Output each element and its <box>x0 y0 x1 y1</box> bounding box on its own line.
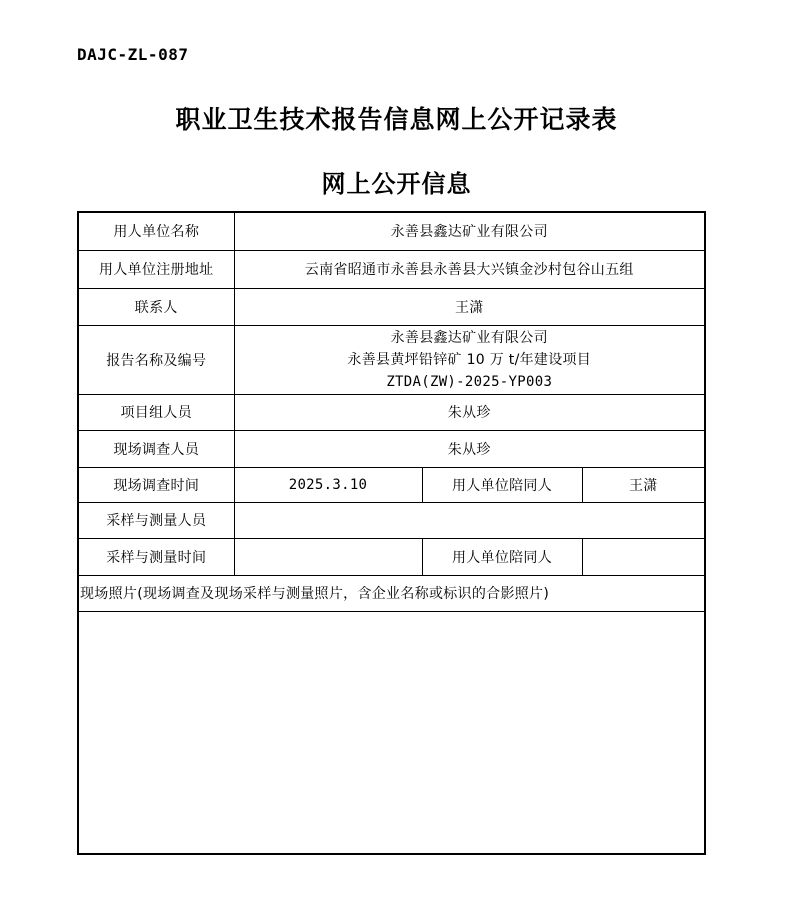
sampling-companion-value <box>582 538 705 575</box>
table-row-photo-area <box>78 611 705 854</box>
unit-address-label: 用人单位注册地址 <box>78 250 234 288</box>
report-name-line2: 永善县黄坪铅锌矿 10 万 t/年建设项目 <box>347 351 592 368</box>
document-code: DAJC-ZL-087 <box>77 45 189 64</box>
survey-companion-label: 用人单位陪同人 <box>422 467 582 502</box>
contact-label: 联系人 <box>78 288 234 325</box>
survey-staff-label: 现场调查人员 <box>78 430 234 467</box>
survey-companion-value: 王潇 <box>582 467 705 502</box>
table-row-unit-name <box>78 212 705 250</box>
survey-staff-value: 朱从珍 <box>234 430 705 467</box>
table-row-sampling-time <box>78 538 705 575</box>
photo-caption: 现场照片(现场调查及现场采样与测量照片，含企业名称或标识的合影照片) <box>78 575 705 611</box>
survey-time-value: 2025.3.10 <box>234 467 422 502</box>
report-value <box>234 325 705 394</box>
table-row-project-team <box>78 394 705 430</box>
survey-time-label: 现场调查时间 <box>78 467 234 502</box>
table-row-sampling-staff <box>78 502 705 538</box>
unit-name-label: 用人单位名称 <box>78 212 234 250</box>
contact-value: 王潇 <box>234 288 705 325</box>
unit-address-value: 云南省昭通市永善县永善县大兴镇金沙村包谷山五组 <box>234 250 705 288</box>
table-row-unit-address <box>78 250 705 288</box>
report-label: 报告名称及编号 <box>78 325 234 394</box>
sampling-time-value <box>234 538 422 575</box>
page-title: 职业卫生技术报告信息网上公开记录表 <box>175 105 618 134</box>
sampling-staff-label: 采样与测量人员 <box>78 502 234 538</box>
page-subtitle: 网上公开信息 <box>321 170 472 198</box>
table-row-survey-time <box>78 467 705 502</box>
project-team-value: 朱从珍 <box>234 394 705 430</box>
unit-name-value: 永善县鑫达矿业有限公司 <box>234 212 705 250</box>
project-team-label: 项目组人员 <box>78 394 234 430</box>
record-table <box>77 211 706 855</box>
report-number: ZTDA(ZW)-2025-YP003 <box>386 373 553 390</box>
sampling-companion-label: 用人单位陪同人 <box>422 538 582 575</box>
photo-content-area <box>78 611 705 854</box>
sampling-staff-value <box>234 502 705 538</box>
table-row-report <box>78 325 705 394</box>
table-row-survey-staff <box>78 430 705 467</box>
table-row-contact <box>78 288 705 325</box>
table-row-photo-caption <box>78 575 705 611</box>
sampling-time-label: 采样与测量时间 <box>78 538 234 575</box>
report-name-line1: 永善县鑫达矿业有限公司 <box>390 329 548 346</box>
